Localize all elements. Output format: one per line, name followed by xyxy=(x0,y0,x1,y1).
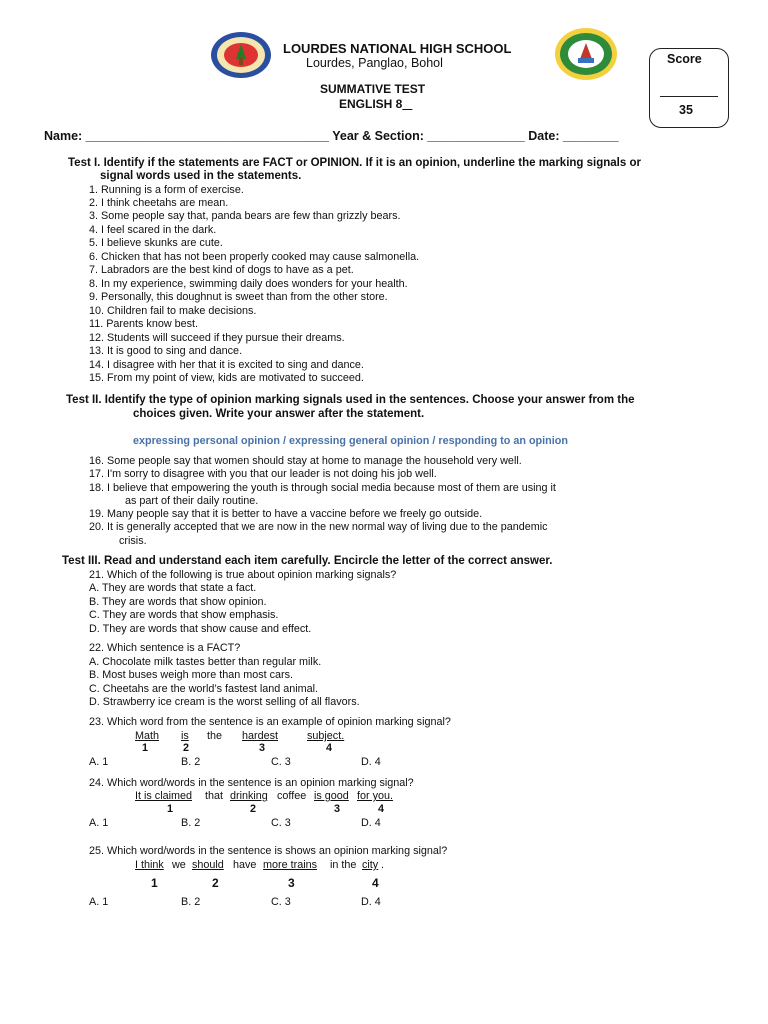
date-field[interactable]: Date: ________ xyxy=(528,129,619,143)
list-item: 9. Personally, this doughnut is sweet than from the other store. xyxy=(89,291,388,303)
sentence-word: is xyxy=(181,730,189,742)
sentence-word: drinking xyxy=(230,790,268,802)
answer-choices: expressing personal opinion / expressing general opinion / responding to an opinion xyxy=(133,435,568,447)
word-number: 4 xyxy=(378,803,385,815)
word-number: 1 xyxy=(167,803,174,815)
question-25: 25. Which word/words in the sentence is shows an opinion marking signal? xyxy=(89,845,448,857)
answer-23d[interactable]: D. 4 xyxy=(361,756,381,768)
word-number: 3 xyxy=(259,742,266,754)
question-22: 22. Which sentence is a FACT? xyxy=(89,642,241,654)
sentence-word: should xyxy=(192,859,224,871)
test1-instruction-cont: signal words used in the statements. xyxy=(100,170,302,182)
sentence-word: coffee xyxy=(277,790,307,802)
word-number: 4 xyxy=(372,876,379,890)
sentence-word: Math xyxy=(135,730,160,742)
question-21: 21. Which of the following is true about opinion marking signals? xyxy=(89,569,397,581)
answer-24a[interactable]: A. 1 xyxy=(89,817,109,829)
list-item: 3. Some people say that, panda bears are few than grizzly bears. xyxy=(89,210,401,222)
word-number: 1 xyxy=(142,742,149,754)
sentence-word: have xyxy=(233,859,257,871)
sentence-word: we xyxy=(172,859,186,871)
test2-instruction-cont: choices given. Write your answer after the statement. xyxy=(133,408,425,420)
list-item: as part of their daily routine. xyxy=(125,495,259,507)
answer-25a[interactable]: A. 1 xyxy=(89,896,109,908)
word-number: 4 xyxy=(326,742,333,754)
sentence-word: city xyxy=(362,859,379,871)
sentence-word: more trains xyxy=(263,859,318,871)
answer-23a[interactable]: A. 1 xyxy=(89,756,109,768)
list-item: 14. I disagree with her that it is excited to sing and dance. xyxy=(89,359,364,371)
answer-25d[interactable]: D. 4 xyxy=(361,896,381,908)
answer-23c[interactable]: C. 3 xyxy=(271,756,291,768)
list-item: 18. I believe that empowering the youth is through social media because most of them are using it xyxy=(89,482,556,494)
list-item: 1. Running is a form of exercise. xyxy=(89,184,244,196)
name-field[interactable]: Name: ___________________________________ xyxy=(44,129,329,143)
option-22c[interactable]: C. Cheetahs are the world’s fastest land animal. xyxy=(89,683,319,695)
list-item: 17. I'm sorry to disagree with you that our leader is not doing his job well. xyxy=(89,468,437,480)
sentence-word: subject. xyxy=(307,730,345,742)
score-label: Score xyxy=(667,52,702,66)
sentence-word: in the xyxy=(330,859,357,871)
answer-24c[interactable]: C. 3 xyxy=(271,817,291,829)
list-item: 12. Students will succeed if they pursue their dreams. xyxy=(89,332,345,344)
sentence-word: is good xyxy=(314,790,349,802)
list-item: 7. Labradors are the best kind of dogs to have as a pet. xyxy=(89,264,354,276)
answer-24b[interactable]: B. 2 xyxy=(181,817,201,829)
list-item: 8. In my experience, swimming daily does wonders for your health. xyxy=(89,278,408,290)
list-item: 6. Chicken that has not been properly cooked may cause salmonella. xyxy=(89,251,420,263)
sentence-word: the xyxy=(207,730,223,742)
option-21c[interactable]: C. They are words that show emphasis. xyxy=(89,609,279,621)
word-number: 2 xyxy=(212,876,219,890)
list-item: 4. I feel scared in the dark. xyxy=(89,224,217,236)
test2-instruction: Test II. Identify the type of opinion marking signals used in the sentences. Choose your answer from the xyxy=(66,394,635,406)
student-info-fields xyxy=(44,129,619,143)
answer-24d[interactable]: D. 4 xyxy=(361,817,381,829)
sentence-word: I think xyxy=(135,859,164,871)
sentence-word: hardest xyxy=(242,730,279,742)
list-item: 11. Parents know best. xyxy=(89,318,199,330)
sentence-word: for you. xyxy=(357,790,394,802)
option-22a[interactable]: A. Chocolate milk tastes better than regular milk. xyxy=(89,656,322,668)
list-item: 13. It is good to sing and dance. xyxy=(89,345,243,357)
option-21b[interactable]: B. They are words that show opinion. xyxy=(89,596,267,608)
subject-title: ENGLISH 8 xyxy=(339,97,403,111)
list-item: 10. Children fail to make decisions. xyxy=(89,305,257,317)
list-item: 20. It is generally accepted that we are now in the new normal way of living due to the pandemic xyxy=(89,521,548,533)
test-title: SUMMATIVE TEST xyxy=(320,82,426,96)
option-22b[interactable]: B. Most buses weigh more than most cars. xyxy=(89,669,294,681)
word-number: 1 xyxy=(151,876,158,890)
list-item: 2. I think cheetahs are mean. xyxy=(89,197,229,209)
list-item: 15. From my point of view, kids are motivated to succeed. xyxy=(89,372,364,384)
list-item: 19. Many people say that it is better to have a vaccine before we freely go outside. xyxy=(89,508,483,520)
word-number: 2 xyxy=(183,742,190,754)
deped-seal xyxy=(210,31,272,79)
score-line xyxy=(660,96,718,97)
word-number: 3 xyxy=(334,803,341,815)
sentence-word: that xyxy=(205,790,224,802)
section-field[interactable]: Year & Section: ______________ xyxy=(332,129,525,143)
list-item: 16. Some people say that women should stay at home to manage the household very well. xyxy=(89,455,522,467)
sentence-word: It is claimed xyxy=(135,790,192,802)
score-total: 35 xyxy=(679,103,693,117)
answer-25c[interactable]: C. 3 xyxy=(271,896,291,908)
word-number: 3 xyxy=(288,876,295,890)
test1-instruction: Test I. Identify if the statements are FACT or OPINION. If it is an opinion, underline the marking signals or xyxy=(68,157,641,169)
question-24: 24. Which word/words in the sentence is an opinion marking signal? xyxy=(89,777,414,789)
option-22d[interactable]: D. Strawberry ice cream is the worst selling of all flavors. xyxy=(89,696,360,708)
list-item: crisis. xyxy=(119,535,147,547)
school-address: Lourdes, Panglao, Bohol xyxy=(306,56,443,70)
school-seal xyxy=(554,27,618,81)
question-23: 23. Which word from the sentence is an example of opinion marking signal? xyxy=(89,716,451,728)
test3-instruction: Test III. Read and understand each item carefully. Encircle the letter of the correct answer. xyxy=(62,555,553,567)
sentence-word: . xyxy=(381,859,384,871)
answer-25b[interactable]: B. 2 xyxy=(181,896,201,908)
option-21a[interactable]: A. They are words that state a fact. xyxy=(89,582,257,594)
word-number: 2 xyxy=(250,803,257,815)
school-name: LOURDES NATIONAL HIGH SCHOOL xyxy=(283,41,512,56)
answer-23b[interactable]: B. 2 xyxy=(181,756,201,768)
option-21d[interactable]: D. They are words that show cause and effect. xyxy=(89,623,312,635)
list-item: 5. I believe skunks are cute. xyxy=(89,237,223,249)
